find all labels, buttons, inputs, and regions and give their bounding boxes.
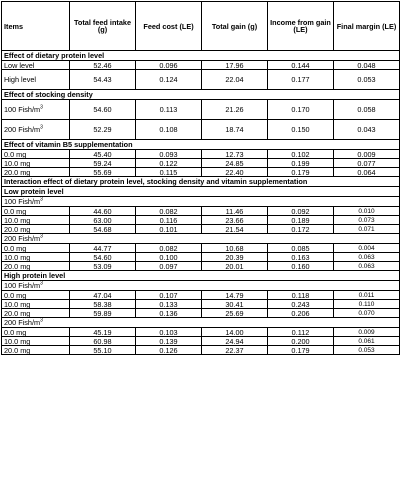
- table-cell: 0.082: [136, 207, 202, 216]
- table-row: [2, 328, 400, 337]
- table-row: [2, 337, 400, 346]
- section-title: Effect of stocking density: [2, 90, 400, 100]
- table-cell: 21.54: [202, 225, 268, 234]
- table-cell: 0.179: [268, 346, 334, 355]
- table-cell: 45.40: [70, 150, 136, 159]
- row-label-text: 0.0 mg: [4, 149, 27, 159]
- table-cell: 0.073: [334, 216, 400, 225]
- table-cell: 0.101: [136, 225, 202, 234]
- row-label: [2, 150, 70, 159]
- table-cell: 54.68: [70, 225, 136, 234]
- table-cell: 18.74: [202, 120, 268, 140]
- table-cell: 0.177: [268, 70, 334, 90]
- table-cell: 55.10: [70, 346, 136, 355]
- table-cell: 0.150: [268, 120, 334, 140]
- table-cell: 22.37: [202, 346, 268, 355]
- table-cell: 10.68: [202, 244, 268, 253]
- unit-exponent: 3: [40, 233, 43, 240]
- table-cell: 0.179: [268, 168, 334, 177]
- subgroup-title: [2, 234, 400, 244]
- table-row: [2, 291, 400, 300]
- row-label-text: 0.0 mg: [4, 243, 27, 253]
- table-cell: 0.009: [334, 150, 400, 159]
- table-cell: 47.04: [70, 291, 136, 300]
- row-label-text: 0.0 mg: [4, 327, 27, 337]
- table-row: [2, 253, 400, 262]
- section-header-row: [2, 271, 400, 281]
- table-cell: 0.004: [334, 244, 400, 253]
- table-cell: 0.139: [136, 337, 202, 346]
- row-label: [2, 207, 70, 216]
- row-label-text: 10.0 mg: [4, 299, 31, 309]
- table-cell: 0.061: [334, 337, 400, 346]
- table-cell: 22.40: [202, 168, 268, 177]
- row-label: [2, 337, 70, 346]
- table-cell: 0.077: [334, 159, 400, 168]
- header-items: Items: [2, 2, 70, 51]
- table-row: [2, 346, 400, 355]
- table-row: [2, 100, 400, 120]
- section-title: Effect of dietary protein level: [2, 51, 400, 61]
- row-label: [2, 346, 70, 355]
- table-cell: 0.103: [136, 328, 202, 337]
- row-label-text: High level: [4, 75, 37, 84]
- row-label-text: 10.0 mg: [4, 336, 31, 346]
- row-label-text: 10.0 mg: [4, 252, 31, 262]
- table-cell: 0.082: [136, 244, 202, 253]
- table-cell: 0.144: [268, 61, 334, 70]
- table-cell: 14.00: [202, 328, 268, 337]
- unit-exponent: 3: [40, 317, 43, 324]
- table-cell: 0.116: [136, 216, 202, 225]
- table-cell: 0.172: [268, 225, 334, 234]
- table-cell: 59.24: [70, 159, 136, 168]
- table-cell: 0.113: [136, 100, 202, 120]
- table-cell: 0.096: [136, 61, 202, 70]
- subgroup-title: [2, 281, 400, 291]
- section-header-row: [2, 90, 400, 100]
- table-row: [2, 159, 400, 168]
- row-label: [2, 120, 70, 140]
- table-cell: 0.136: [136, 309, 202, 318]
- table-cell: 0.092: [268, 207, 334, 216]
- table-cell: 45.19: [70, 328, 136, 337]
- table-cell: 11.46: [202, 207, 268, 216]
- table-cell: 0.163: [268, 253, 334, 262]
- table-cell: 0.053: [334, 346, 400, 355]
- table-cell: 0.071: [334, 225, 400, 234]
- row-label-text: 20.0 mg: [4, 345, 31, 355]
- row-label: [2, 291, 70, 300]
- table-cell: 0.189: [268, 216, 334, 225]
- table-cell: 54.60: [70, 100, 136, 120]
- table-cell: 14.79: [202, 291, 268, 300]
- row-label: [2, 216, 70, 225]
- row-label-text: 10.0 mg: [4, 215, 31, 225]
- section-title: Low protein level: [2, 187, 400, 197]
- row-label: [2, 100, 70, 120]
- table-cell: 20.01: [202, 262, 268, 271]
- subgroup-header-row: [2, 318, 400, 328]
- row-label-text: Low level: [4, 60, 35, 70]
- table-cell: 0.070: [334, 309, 400, 318]
- table-cell: 0.126: [136, 346, 202, 355]
- table-row: [2, 61, 400, 70]
- table-cell: 0.160: [268, 262, 334, 271]
- table-cell: 0.009: [334, 328, 400, 337]
- table-row: [2, 244, 400, 253]
- table-cell: 0.112: [268, 328, 334, 337]
- header-income-from-gain: Income from gain (LE): [268, 2, 334, 51]
- table-cell: 59.89: [70, 309, 136, 318]
- table-cell: 0.170: [268, 100, 334, 120]
- row-label-text: 200 Fish/m: [4, 125, 41, 134]
- table-cell: 0.063: [334, 253, 400, 262]
- table-cell: 54.43: [70, 70, 136, 90]
- table-cell: 22.04: [202, 70, 268, 90]
- table-cell: 54.60: [70, 253, 136, 262]
- row-label: [2, 244, 70, 253]
- table-cell: 0.010: [334, 207, 400, 216]
- table-row: [2, 216, 400, 225]
- table-cell: 63.00: [70, 216, 136, 225]
- subgroup-title-text: 200 Fish/m: [4, 318, 41, 327]
- row-label: [2, 328, 70, 337]
- row-label: [2, 262, 70, 271]
- row-label: [2, 225, 70, 234]
- table-cell: 0.011: [334, 291, 400, 300]
- subgroup-title: [2, 197, 400, 207]
- table-cell: 0.115: [136, 168, 202, 177]
- table-cell: 0.118: [268, 291, 334, 300]
- row-label: [2, 70, 70, 90]
- row-label-text: 20.0 mg: [4, 261, 31, 271]
- table-cell: 25.69: [202, 309, 268, 318]
- row-label: [2, 168, 70, 177]
- table-cell: 0.133: [136, 300, 202, 309]
- feed-economics-table: [1, 1, 400, 355]
- unit-exponent: 3: [40, 280, 43, 287]
- table-cell: 0.108: [136, 120, 202, 140]
- table-cell: 0.097: [136, 262, 202, 271]
- table-row: [2, 168, 400, 177]
- table-cell: 20.39: [202, 253, 268, 262]
- table-row: [2, 225, 400, 234]
- table-row: [2, 309, 400, 318]
- table-header-row: [2, 2, 400, 51]
- row-label-text: 0.0 mg: [4, 290, 27, 300]
- table-cell: 17.96: [202, 61, 268, 70]
- subgroup-header-row: [2, 197, 400, 207]
- row-label: [2, 300, 70, 309]
- subgroup-title-text: 100 Fish/m: [4, 281, 41, 290]
- section-title: High protein level: [2, 271, 400, 281]
- table-cell: 0.199: [268, 159, 334, 168]
- table-cell: 53.09: [70, 262, 136, 271]
- subgroup-title: [2, 318, 400, 328]
- section-header-row: [2, 140, 400, 150]
- section-header-row: [2, 51, 400, 61]
- row-label-text: 10.0 mg: [4, 158, 31, 168]
- row-label: [2, 159, 70, 168]
- table-cell: 0.107: [136, 291, 202, 300]
- row-label-text: 0.0 mg: [4, 206, 27, 216]
- table-cell: 0.122: [136, 159, 202, 168]
- table-cell: 0.058: [334, 100, 400, 120]
- table-row: [2, 120, 400, 140]
- table-cell: 0.100: [136, 253, 202, 262]
- header-feed-cost: Feed cost (LE): [136, 2, 202, 51]
- unit-exponent: 3: [40, 104, 43, 111]
- unit-exponent: 3: [40, 196, 43, 203]
- header-final-margin: Final margin (LE): [334, 2, 400, 51]
- row-label-text: 100 Fish/m: [4, 105, 41, 114]
- row-label: [2, 309, 70, 318]
- table-cell: 0.085: [268, 244, 334, 253]
- table-cell: 30.41: [202, 300, 268, 309]
- table-row: [2, 300, 400, 309]
- section-header-row: [2, 187, 400, 197]
- table-cell: 21.26: [202, 100, 268, 120]
- section-title: Effect of vitamin B5 supplementation: [2, 140, 400, 150]
- table-cell: 0.124: [136, 70, 202, 90]
- table-row: [2, 70, 400, 90]
- subgroup-title-text: 100 Fish/m: [4, 197, 41, 206]
- table-cell: 0.102: [268, 150, 334, 159]
- section-title: Interaction effect of dietary protein level, stocking density and vitamin supplementation: [2, 177, 400, 187]
- table-cell: 52.46: [70, 61, 136, 70]
- subgroup-header-row: [2, 234, 400, 244]
- table-cell: 24.94: [202, 337, 268, 346]
- table-cell: 0.043: [334, 120, 400, 140]
- section-header-row: [2, 177, 400, 187]
- table-cell: 0.243: [268, 300, 334, 309]
- row-label: [2, 253, 70, 262]
- row-label: [2, 61, 70, 70]
- table-cell: 12.73: [202, 150, 268, 159]
- table-cell: 58.38: [70, 300, 136, 309]
- header-total-gain: Total gain (g): [202, 2, 268, 51]
- table-cell: 0.093: [136, 150, 202, 159]
- table-cell: 0.048: [334, 61, 400, 70]
- table-cell: 24.85: [202, 159, 268, 168]
- row-label-text: 20.0 mg: [4, 167, 31, 177]
- table-cell: 0.110: [334, 300, 400, 309]
- table-cell: 44.60: [70, 207, 136, 216]
- table-cell: 60.98: [70, 337, 136, 346]
- table-cell: 23.66: [202, 216, 268, 225]
- header-total-feed-intake: Total feed intake (g): [70, 2, 136, 51]
- table-cell: 0.053: [334, 70, 400, 90]
- table-row: [2, 207, 400, 216]
- table-cell: 0.063: [334, 262, 400, 271]
- table-cell: 52.29: [70, 120, 136, 140]
- subgroup-header-row: [2, 281, 400, 291]
- table-cell: 0.064: [334, 168, 400, 177]
- subgroup-title-text: 200 Fish/m: [4, 234, 41, 243]
- table-cell: 0.200: [268, 337, 334, 346]
- table-row: [2, 150, 400, 159]
- row-label-text: 20.0 mg: [4, 308, 31, 318]
- table-cell: 44.77: [70, 244, 136, 253]
- table-row: [2, 262, 400, 271]
- row-label-text: 20.0 mg: [4, 224, 31, 234]
- table-cell: 0.206: [268, 309, 334, 318]
- table-cell: 55.69: [70, 168, 136, 177]
- unit-exponent: 3: [40, 124, 43, 131]
